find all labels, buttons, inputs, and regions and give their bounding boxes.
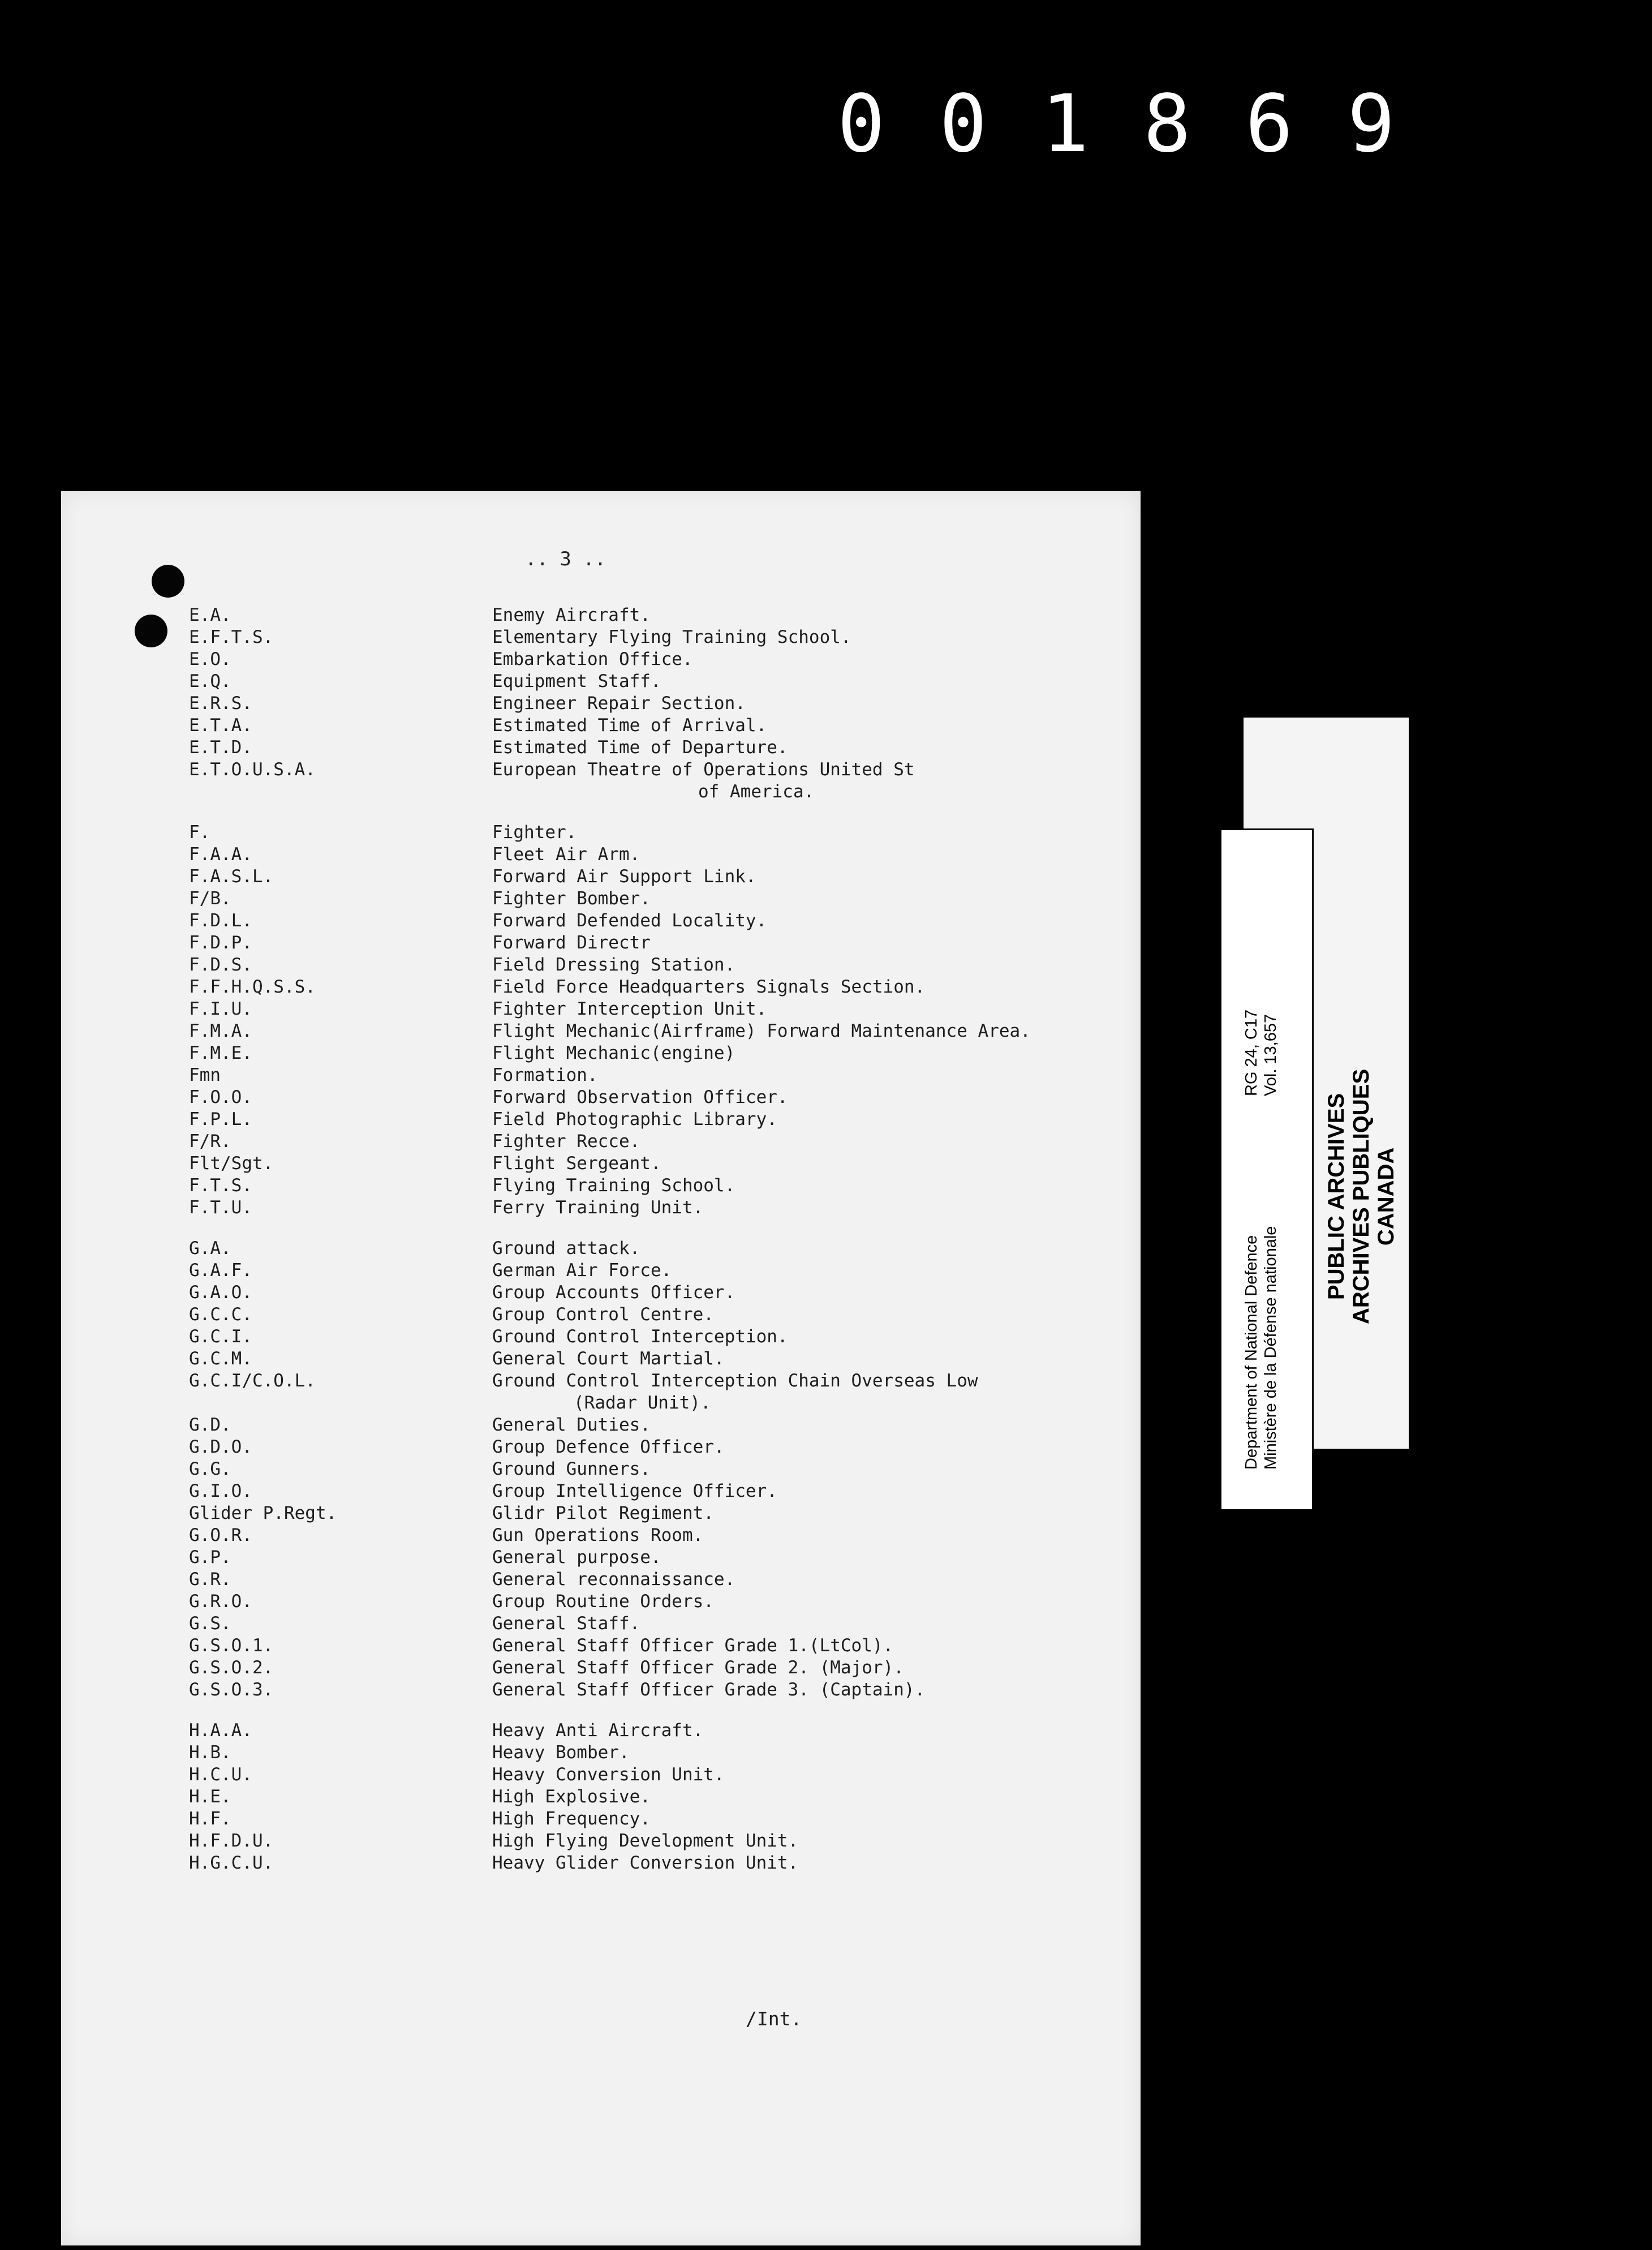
punch-hole bbox=[135, 615, 167, 647]
definition: Estimated Time of Departure. bbox=[492, 737, 788, 758]
definition: Formation. bbox=[492, 1065, 598, 1085]
list-item bbox=[189, 1679, 1151, 1701]
list-item bbox=[189, 1830, 1151, 1852]
list-item bbox=[189, 1613, 1151, 1635]
label-ref-rg: RG 24, C17 bbox=[1242, 1009, 1260, 1096]
list-item bbox=[189, 1304, 1151, 1326]
label-archives-en: PUBLIC ARCHIVES bbox=[1324, 1093, 1349, 1300]
label-ref-vol: Vol. 13,657 bbox=[1262, 1014, 1280, 1096]
definition: Flight Mechanic(Airframe) Forward Maintenance Area. bbox=[492, 1021, 1031, 1041]
list-item-continuation bbox=[189, 1392, 1151, 1414]
list-item bbox=[189, 1458, 1151, 1480]
document-page bbox=[61, 491, 1141, 2245]
list-item bbox=[189, 1109, 1151, 1131]
definition: European Theatre of Operations United St bbox=[492, 759, 915, 780]
list-item bbox=[189, 910, 1151, 932]
abbreviation: G.S.O.1. bbox=[189, 1635, 274, 1656]
abbreviation: H.A.A. bbox=[189, 1720, 252, 1741]
abbreviation: H.G.C.U. bbox=[189, 1853, 274, 1873]
abbreviation: G.O.R. bbox=[189, 1525, 252, 1545]
abbreviation: Glider P.Regt. bbox=[189, 1503, 337, 1523]
definition: Heavy Conversion Unit. bbox=[492, 1764, 725, 1785]
list-item bbox=[189, 888, 1151, 910]
abbreviation: G.S. bbox=[189, 1613, 231, 1634]
abbreviation: H.F. bbox=[189, 1809, 231, 1829]
definition: Elementary Flying Training School. bbox=[492, 627, 851, 647]
list-item bbox=[189, 844, 1151, 866]
list-item bbox=[189, 1786, 1151, 1808]
list-item bbox=[189, 976, 1151, 998]
list-item bbox=[189, 1436, 1151, 1458]
list-item bbox=[189, 866, 1151, 888]
definition: Group Accounts Officer. bbox=[492, 1282, 735, 1303]
list-item bbox=[189, 1197, 1151, 1219]
definition: High Flying Development Unit. bbox=[492, 1831, 799, 1851]
definition: General purpose. bbox=[492, 1547, 661, 1568]
definition: General Staff Officer Grade 3. (Captain). bbox=[492, 1680, 926, 1700]
definition: High Frequency. bbox=[492, 1809, 651, 1829]
list-item bbox=[189, 715, 1151, 737]
list-item bbox=[189, 671, 1151, 693]
definition: Engineer Repair Section. bbox=[492, 693, 746, 714]
definition: General reconnaissance. bbox=[492, 1569, 735, 1590]
list-item bbox=[189, 1701, 1151, 1742]
abbreviation: G.D. bbox=[189, 1415, 231, 1435]
list-item bbox=[189, 1502, 1151, 1525]
definition: Flight Mechanic(engine) bbox=[492, 1043, 735, 1063]
abbreviation: G.R.O. bbox=[189, 1591, 252, 1612]
list-item bbox=[189, 1348, 1151, 1370]
abbreviation: F.D.S. bbox=[189, 955, 252, 975]
abbreviation: E.F.T.S. bbox=[189, 627, 274, 647]
definition: General Staff Officer Grade 2. (Major). bbox=[492, 1658, 904, 1678]
definition: Enemy Aircraft. bbox=[492, 605, 651, 625]
definition: Heavy Anti Aircraft. bbox=[492, 1720, 704, 1741]
list-item bbox=[189, 1260, 1151, 1282]
abbreviation: G.I.O. bbox=[189, 1481, 252, 1501]
abbreviation: F.M.E. bbox=[189, 1043, 252, 1063]
definition: Ferry Training Unit. bbox=[492, 1197, 704, 1218]
definition: Field Dressing Station. bbox=[492, 955, 735, 975]
definition: Ground attack. bbox=[492, 1238, 640, 1259]
abbreviation: E.O. bbox=[189, 649, 231, 669]
definition: Field Force Headquarters Signals Section. bbox=[492, 977, 926, 997]
list-item bbox=[189, 1020, 1151, 1042]
abbreviation: F.A.A. bbox=[189, 844, 252, 865]
definition: General Staff Officer Grade 1.(LtCol). bbox=[492, 1635, 894, 1656]
definition: Heavy Bomber. bbox=[492, 1742, 630, 1763]
list-item-continuation bbox=[189, 781, 1151, 803]
abbreviation-list bbox=[189, 604, 1151, 1874]
abbreviation: G.R. bbox=[189, 1569, 231, 1590]
abbreviation: G.C.C. bbox=[189, 1304, 252, 1325]
label-archives-fr: ARCHIVES PUBLIQUES bbox=[1349, 1068, 1374, 1324]
definition-continuation: (Radar Unit). bbox=[574, 1393, 711, 1413]
list-item bbox=[189, 626, 1151, 649]
list-item bbox=[189, 1591, 1151, 1613]
abbreviation: F.T.U. bbox=[189, 1197, 252, 1218]
label-dept-fr: Ministère de la Défense nationale bbox=[1262, 1226, 1280, 1470]
abbreviation: G.C.I/C.O.L. bbox=[189, 1371, 316, 1391]
definition: Forward Air Support Link. bbox=[492, 866, 756, 887]
abbreviation: F/B. bbox=[189, 888, 231, 909]
abbreviation: F.M.A. bbox=[189, 1021, 252, 1041]
list-item bbox=[189, 1569, 1151, 1591]
definition: Heavy Glider Conversion Unit. bbox=[492, 1853, 799, 1873]
abbreviation: F/R. bbox=[189, 1131, 231, 1152]
definition: Estimated Time of Arrival. bbox=[492, 715, 767, 736]
list-item bbox=[189, 803, 1151, 844]
list-item bbox=[189, 1064, 1151, 1087]
list-item bbox=[189, 737, 1151, 759]
abbreviation: H.F.D.U. bbox=[189, 1831, 274, 1851]
definition: Flying Training School. bbox=[492, 1175, 735, 1196]
abbreviation: G.A. bbox=[189, 1238, 231, 1259]
definition: Ground Gunners. bbox=[492, 1459, 651, 1479]
abbreviation: F.O.O. bbox=[189, 1087, 252, 1107]
definition: Fighter Interception Unit. bbox=[492, 999, 767, 1019]
abbreviation: Fmn bbox=[189, 1065, 221, 1085]
list-item bbox=[189, 1282, 1151, 1304]
abbreviation: G.C.M. bbox=[189, 1349, 252, 1369]
abbreviation: E.T.O.U.S.A. bbox=[189, 759, 316, 780]
abbreviation: G.S.O.3. bbox=[189, 1680, 274, 1700]
abbreviation: G.S.O.2. bbox=[189, 1658, 274, 1678]
abbreviation: F.F.H.Q.S.S. bbox=[189, 977, 316, 997]
list-item bbox=[189, 1414, 1151, 1436]
definition: Equipment Staff. bbox=[492, 671, 661, 692]
definition: Group Defence Officer. bbox=[492, 1437, 725, 1457]
abbreviation: G.P. bbox=[189, 1547, 231, 1568]
definition: Group Intelligence Officer. bbox=[492, 1481, 777, 1501]
abbreviation: E.Q. bbox=[189, 671, 231, 692]
definition: Fighter Recce. bbox=[492, 1131, 640, 1152]
label-country: CANADA bbox=[1374, 1147, 1399, 1246]
list-item bbox=[189, 1742, 1151, 1764]
definition: General Court Martial. bbox=[492, 1349, 725, 1369]
definition: Field Photographic Library. bbox=[492, 1109, 777, 1130]
list-item bbox=[189, 759, 1151, 781]
list-item bbox=[189, 1480, 1151, 1502]
continuation-marker: /Int. bbox=[746, 2008, 802, 2030]
abbreviation: E.T.A. bbox=[189, 715, 252, 736]
list-item bbox=[189, 1087, 1151, 1109]
list-item bbox=[189, 1370, 1151, 1392]
abbreviation: H.E. bbox=[189, 1787, 231, 1807]
list-item bbox=[189, 1326, 1151, 1348]
abbreviation: G.A.F. bbox=[189, 1260, 252, 1281]
page-number: .. 3 .. bbox=[525, 548, 606, 570]
list-item bbox=[189, 1808, 1151, 1830]
definition: Fleet Air Arm. bbox=[492, 844, 640, 865]
list-item bbox=[189, 649, 1151, 671]
list-item bbox=[189, 1547, 1151, 1569]
list-item bbox=[189, 1764, 1151, 1786]
definition: Forward Directr bbox=[492, 933, 651, 953]
abbreviation: F.T.S. bbox=[189, 1175, 252, 1196]
definition: General Duties. bbox=[492, 1415, 651, 1435]
definition: Fighter Bomber. bbox=[492, 888, 651, 909]
list-item bbox=[189, 1175, 1151, 1197]
list-item bbox=[189, 932, 1151, 954]
definition: Embarkation Office. bbox=[492, 649, 693, 669]
abbreviation: F.I.U. bbox=[189, 999, 252, 1019]
definition: Flight Sergeant. bbox=[492, 1153, 661, 1174]
abbreviation: E.R.S. bbox=[189, 693, 252, 714]
list-item bbox=[189, 1131, 1151, 1153]
list-item bbox=[189, 1153, 1151, 1175]
abbreviation: F. bbox=[189, 822, 210, 843]
list-item bbox=[189, 1525, 1151, 1547]
definition: Ground Control Interception. bbox=[492, 1326, 788, 1347]
list-item bbox=[189, 693, 1151, 715]
list-item bbox=[189, 1635, 1151, 1657]
punch-hole bbox=[152, 565, 184, 598]
abbreviation: F.D.P. bbox=[189, 933, 252, 953]
abbreviation: E.A. bbox=[189, 605, 231, 625]
list-item bbox=[189, 998, 1151, 1020]
definition: Glidr Pilot Regiment. bbox=[492, 1503, 714, 1523]
list-item bbox=[189, 954, 1151, 976]
list-item bbox=[189, 604, 1151, 626]
definition: Group Routine Orders. bbox=[492, 1591, 714, 1612]
abbreviation: F.A.S.L. bbox=[189, 866, 274, 887]
abbreviation: Flt/Sgt. bbox=[189, 1153, 274, 1174]
abbreviation: G.C.I. bbox=[189, 1326, 252, 1347]
definition: Forward Defended Locality. bbox=[492, 911, 767, 931]
abbreviation: F.D.L. bbox=[189, 911, 252, 931]
list-item bbox=[189, 1657, 1151, 1679]
abbreviation: E.T.D. bbox=[189, 737, 252, 758]
definition: Group Control Centre. bbox=[492, 1304, 714, 1325]
abbreviation: G.G. bbox=[189, 1459, 231, 1479]
abbreviation: H.B. bbox=[189, 1742, 231, 1763]
list-item bbox=[189, 1852, 1151, 1874]
definition: High Explosive. bbox=[492, 1787, 651, 1807]
definition: German Air Force. bbox=[492, 1260, 672, 1281]
abbreviation: F.P.L. bbox=[189, 1109, 252, 1130]
definition: Ground Control Interception Chain Overseas Low bbox=[492, 1371, 978, 1391]
abbreviation: H.C.U. bbox=[189, 1764, 252, 1785]
label-dept-en: Department of National Defence bbox=[1242, 1235, 1260, 1470]
archive-label bbox=[1220, 828, 1314, 1511]
definition: Fighter. bbox=[492, 822, 577, 843]
list-item bbox=[189, 1219, 1151, 1260]
abbreviation: G.A.O. bbox=[189, 1282, 252, 1303]
microfilm-frame-number: 001869 bbox=[837, 78, 1449, 170]
definition-continuation: of America. bbox=[698, 782, 815, 802]
definition: Forward Observation Officer. bbox=[492, 1087, 788, 1107]
definition: Gun Operations Room. bbox=[492, 1525, 704, 1545]
list-item bbox=[189, 1042, 1151, 1064]
abbreviation: G.D.O. bbox=[189, 1437, 252, 1457]
definition: General Staff. bbox=[492, 1613, 640, 1634]
